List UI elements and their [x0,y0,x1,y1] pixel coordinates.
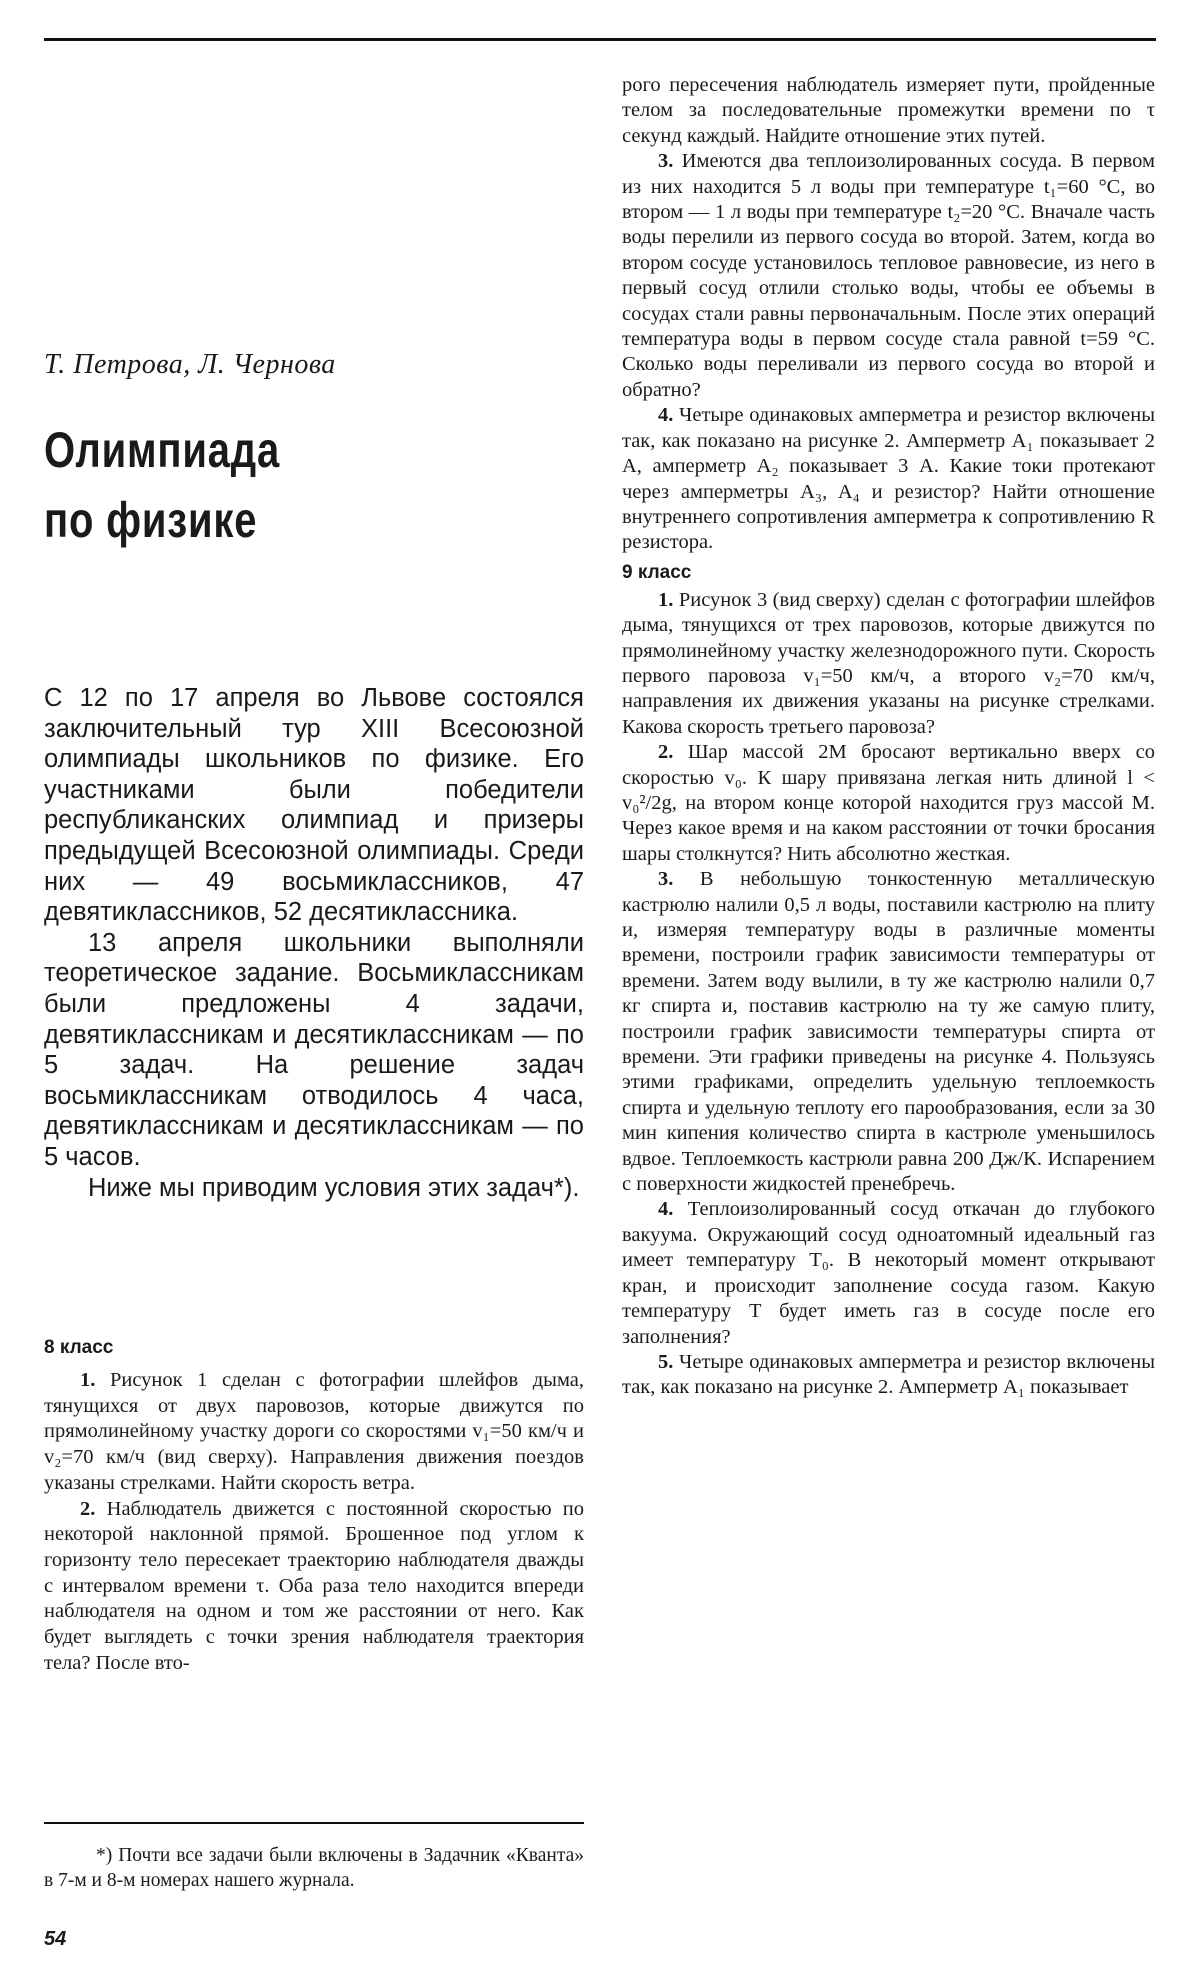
intro-paragraph-1: С 12 по 17 апреля во Львове состоялся заключительный тур XIII Всесоюзной олимпиады школьников по физике. Его участниками были победители республиканских олимпиад и призеры предыдущей Всесоюзной олимпиады. Среди них — 49 восьмиклассников, 47 девятиклассников, 52 десятиклассника. [44,684,584,927]
problem-number: 2. [658,741,674,764]
problem-number: 3. [658,150,674,173]
grade-8-heading: 8 класс [44,1337,114,1358]
intro [44,683,584,1203]
grade-9-problem-2 [622,740,1155,867]
problem-text: В небольшую тонкостенную металлическую кастрюлю налили 0,5 л воды, поставили кастрюлю на плиту и, измеряя температуру воды в различные моменты времени, построили график зависимости температуры от времени. Затем воду вылили, в ту же кастрюлю налили 0,7 кг спирта и, поставив кастрюлю на ту же самую плиту, построили график зависимости температуры спирта от времени. Эти графики приведены на рисунке 4. Пользуясь этими графиками, определить удельную теплоемкость спирта и удельную теплоту его парообразования, если за 30 мин кипения количество спирта в кастрюле уменьшилось вдвое. Теплоемкость кастрюли равна 200 Дж/К. Испарением с поверхности жидкостей пренебречь. [622,868,1156,1196]
problem-text: Имеются два теплоизолированных сосуда. В первом из них находится 5 л воды при температуре t₁=60 °С, во втором — 1 л воды при температуре t₂=20 °С. Вначале часть воды перелили из первого сосуда во второй. Затем, когда во втором сосуде установилось тепловое равновесие, из него в первый сосуд отлили столько воды, чтобы ее объемы в сосудах стали равны первоначальным. После этих операций температура воды в первом сосуде стала равной t=59 °С. Сколько воды переливали из первого сосуда во второй и обратно? [622,150,1156,401]
title-line-1: Олимпиада [44,422,281,478]
grade-8-problem-2-continued: рого пересечения наблюдатель измеряет пути, пройденные телом за последовательные промежутки времени по τ секунд каждый. Найдите отношение этих путей. [622,74,1155,147]
grade-8-problem-2 [44,1497,584,1677]
problem-number: 1. [80,1369,96,1391]
right-column [622,73,1155,1401]
intro-paragraph-2: 13 апреля школьники выполняли теоретическое задание. Восьмиклассникам были предложены 4 задачи, девятиклассникам и десятиклассникам — по 5 задач. На решение задач восьмиклассникам отводилось 4 часа, девятиклассникам и десятиклассникам — по 5 часов. [44,928,584,1171]
problem-text: Четыре одинаковых амперметра и резистор включены так, как показано на рисунке 2. Амперметр A₁ показывает [622,1350,1155,1399]
grade-8-section [44,1337,584,1676]
grade-9-problem-1 [622,588,1155,740]
page-number: 54 [44,1928,67,1950]
grade-8-problem-1 [44,1368,584,1497]
article-title [44,415,280,555]
problem-number: 4. [658,1198,674,1221]
grade-9-problem-5 [622,1350,1155,1401]
intro-paragraph-3: Ниже мы приводим условия этих задач*). [88,1173,580,1202]
grade-9-heading: 9 класс [622,561,692,583]
problem-text: Рисунок 1 сделан с фотографии шлейфов дыма, тянущихся от двух паровозов, которые движутся по прямолинейному участку дороги со скоростями v₁=50 км/ч и v₂=70 км/ч (вид сверху). Направления движения поездов указаны стрелками. Найти скорость ветра. [44,1369,585,1494]
problem-number: 2. [80,1497,96,1520]
title-line-2: по физике [44,492,258,548]
footnote: *) Почти все задачи были включены в Задачник «Кванта» в 7-м и 8-м номерах нашего журнала. [44,1845,584,1891]
problem-text: Рисунок 3 (вид сверху) сделан с фотографии шлейфов дыма, тянущихся от трех паровозов, которые движутся по прямолинейному участку железнодорожного пути. Скорость первого паровоза v₁=50 км/ч, а второго v₂=70 км/ч, направления их движения указаны на рисунке стрелками. Какова скорость третьего паровоза? [622,588,1156,738]
problem-number: 4. [658,404,674,427]
problem-text: Теплоизолированный сосуд откачан до глубокого вакуума. Окружающий сосуд одноатомный идеальный газ имеет температуру T₀. В некоторый момент открывают кран, и происходит заполнение сосуда газом. Какую температуру T будет иметь газ в сосуде после его заполнения? [622,1198,1155,1348]
problem-text: Наблюдатель движется с постоянной скоростью по некоторой наклонной прямой. Брошенное под углом к горизонту тело пересекает траекторию наблюдателя дважды с интервалом времени τ. Оба раза тело находится впереди наблюдателя на одном и том же расстоянии от него. Как будет выглядеть с точки зрения наблюдателя траектория тела? После вто- [44,1497,585,1674]
top-rule [44,38,1156,41]
problem-number: 3. [658,868,674,891]
article-authors: Т. Петрова, Л. Чернова [44,349,336,380]
grade-8-problem-4 [622,403,1155,555]
problem-text: Шар массой 2M бросают вертикально вверх со скоростью v₀. К шару привязана легкая нить длиной l < v₀²/2g, на втором конце которой находится груз массой M. Через какое время и на каком расстоянии от точки бросания шары столкнутся? Нить абсолютно жесткая. [622,741,1155,865]
grade-9-problem-3 [622,867,1155,1197]
footnote-rule [44,1822,584,1824]
grade-8-problem-3 [622,149,1155,403]
problem-number: 1. [658,588,674,611]
problem-number: 5. [658,1350,674,1373]
grade-9-problem-4 [622,1197,1155,1349]
problem-text: Четыре одинаковых амперметра и резистор включены так, как показано на рисунке 2. Амперметр A₁ показывает 2 А, амперметр A₂ показывает 3 А. Какие токи протекают через амперметры A₃, A₄ и резистор? Найти отношение внутреннего сопротивления амперметра к сопротивлению R резистора. [622,404,1155,554]
